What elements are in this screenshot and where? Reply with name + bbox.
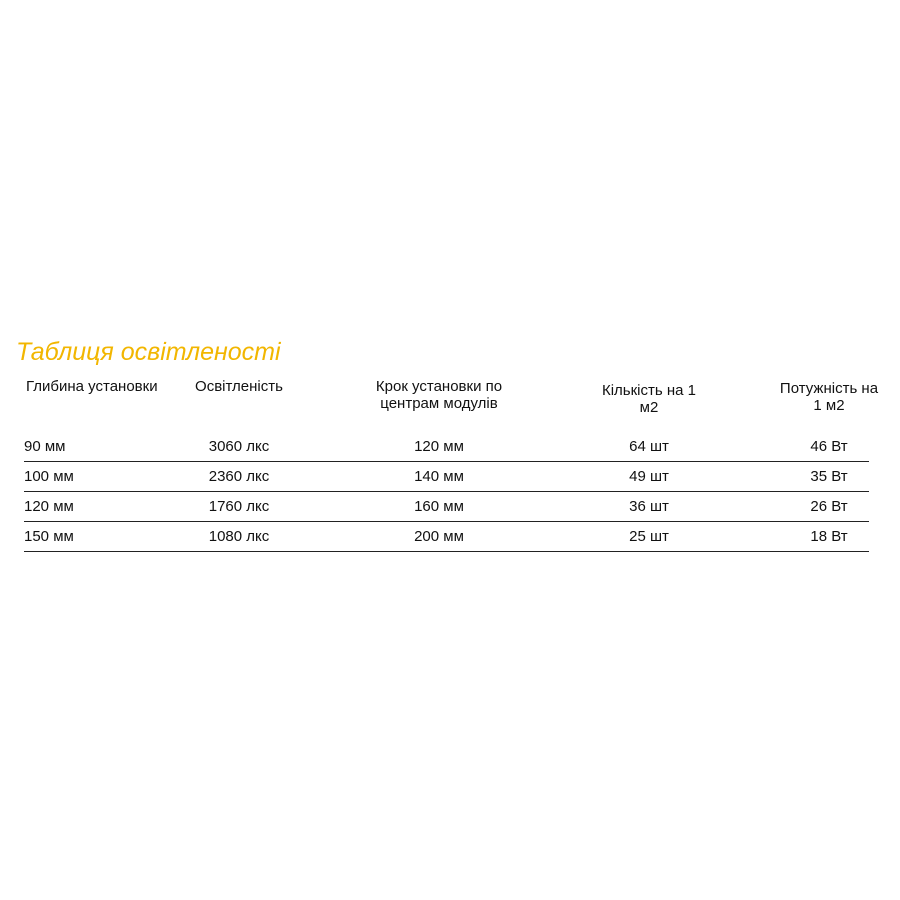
table-row [24,492,869,522]
header-depth: Глибина установки [26,378,158,395]
header-illuminance: Освітленість [195,378,283,395]
cell-illuminance: 2360 лкс [208,468,270,485]
header-quantity: Кількість на 1 м2 [601,382,697,416]
table-row [24,522,869,552]
cell-power: 26 Вт [810,498,848,515]
table-row [24,462,869,492]
table-row [24,430,869,462]
cell-step: 140 мм [414,468,464,485]
cell-step: 200 мм [414,528,464,545]
cell-depth: 150 мм [24,528,74,545]
cell-illuminance: 1080 лкс [208,528,270,545]
cell-quantity: 49 шт [629,468,669,485]
cell-power: 46 Вт [810,438,848,455]
cell-depth: 120 мм [24,498,74,515]
cell-depth: 100 мм [24,468,74,485]
header-power: Потужність на 1 м2 [779,380,879,414]
cell-quantity: 36 шт [629,498,669,515]
cell-step: 120 мм [414,438,464,455]
cell-power: 35 Вт [810,468,848,485]
cell-illuminance: 3060 лкс [208,438,270,455]
cell-quantity: 64 шт [629,438,669,455]
illumination-table [24,378,879,552]
cell-depth: 90 мм [24,438,66,455]
cell-illuminance: 1760 лкс [208,498,270,515]
table-header [24,378,879,430]
header-step: Крок установки по центрам модулів [375,378,503,412]
cell-quantity: 25 шт [629,528,669,545]
page-title: Таблиця освітленості [16,338,281,366]
cell-step: 160 мм [414,498,464,515]
cell-power: 18 Вт [810,528,848,545]
